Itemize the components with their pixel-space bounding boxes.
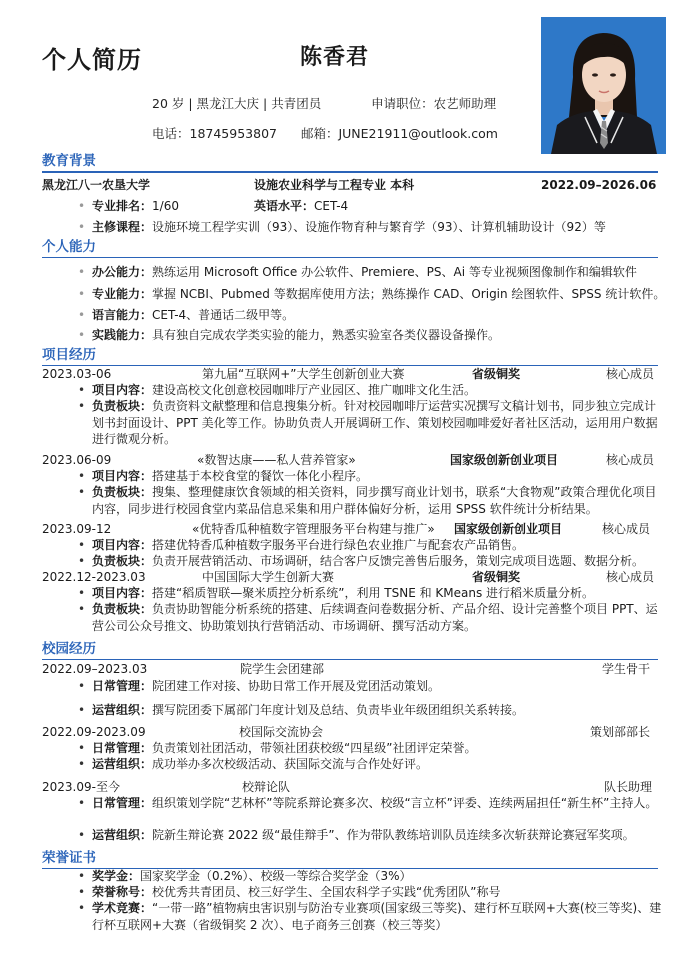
skill-item bbox=[78, 307, 672, 324]
duty-label: 负责板块： bbox=[92, 602, 153, 616]
bullet-icon: • bbox=[78, 554, 86, 568]
campus-line-text: 院新生辩论赛 2022 级“最佳辩手”、作为带队教练培训队员连续多次斩获辩论赛冠军奖项。 bbox=[152, 828, 635, 842]
campus-title: 校园经历 bbox=[42, 641, 96, 657]
honor-label: 荣誉称号： bbox=[92, 885, 153, 899]
campus-line-label: 运营组织： bbox=[92, 757, 153, 771]
project-name: «数智达康——私人营养管家» bbox=[197, 453, 356, 467]
campus-org: 校辩论队 bbox=[242, 780, 291, 794]
bullet-icon: • bbox=[78, 383, 86, 397]
bullet-icon: • bbox=[78, 703, 86, 717]
project-award: 国家级创新创业项目 bbox=[454, 522, 563, 536]
campus-date: 2022.09–2023.03 bbox=[42, 662, 148, 676]
bullet-icon: • bbox=[78, 586, 86, 600]
skill-label: 专业能力： bbox=[92, 287, 153, 301]
rank-item bbox=[78, 198, 652, 215]
skill-item bbox=[78, 327, 672, 344]
skill-text: CET-4、普通话二级甲等。 bbox=[152, 308, 295, 322]
duty-label: 负责板块： bbox=[92, 485, 153, 499]
project-content bbox=[78, 382, 662, 399]
duty-text: 负责协助智能分析系统的搭建、后续调查问卷数据分析、产品介绍、设计完善整个项目 PPT、运营公司公众号推文、协助策划执行营销活动、市场调研、撰写活动方案。 bbox=[92, 602, 658, 633]
campus-section bbox=[42, 640, 658, 660]
education-title: 教育背景 bbox=[42, 153, 96, 169]
education-section bbox=[42, 152, 658, 173]
bullet-icon: • bbox=[78, 287, 86, 301]
honors-section bbox=[42, 849, 658, 869]
basic-info bbox=[152, 94, 496, 112]
skill-label: 办公能力： bbox=[92, 265, 153, 279]
project-award: 省级铜奖 bbox=[472, 367, 521, 381]
project-content bbox=[78, 585, 662, 602]
project-duty bbox=[78, 484, 662, 517]
project-name: 中国国际大学生创新大赛 bbox=[202, 570, 335, 584]
bullet-icon: • bbox=[78, 679, 86, 693]
project-name: 第九届“互联网+”大学生创新创业大赛 bbox=[202, 367, 405, 381]
skill-text: 掌握 NCBI、Pubmed 等数据库使用方法；熟练操作 CAD、Origin 绘图软件、SPSS 统计软件。 bbox=[152, 287, 666, 301]
campus-line bbox=[78, 740, 662, 757]
school-name: 黑龙江八一农垦大学 bbox=[42, 178, 151, 192]
bullet-icon: • bbox=[78, 199, 86, 213]
campus-role: 策划部部长 bbox=[590, 725, 651, 739]
bullet-icon: • bbox=[78, 869, 86, 883]
campus-line-label: 日常管理： bbox=[92, 679, 153, 693]
skill-item bbox=[78, 286, 672, 303]
contact-info bbox=[152, 124, 498, 142]
rank-label: 专业排名： bbox=[92, 199, 153, 213]
honor-label: 奖学金： bbox=[92, 869, 141, 883]
honor-item bbox=[78, 868, 662, 885]
content-label: 项目内容： bbox=[92, 538, 153, 552]
project-name: «优特香瓜种植数字管理服务平台构建与推广» bbox=[192, 522, 435, 536]
education-period: 2022.09–2026.06 bbox=[541, 178, 657, 192]
project-duty bbox=[78, 601, 662, 634]
campus-line bbox=[78, 678, 662, 695]
campus-org: 院学生会团建部 bbox=[240, 662, 325, 676]
campus-line-text: 负责策划社团活动，带领社团获校级“四星级”社团评定荣誉。 bbox=[152, 741, 477, 755]
campus-line bbox=[78, 795, 662, 812]
bullet-icon: • bbox=[78, 220, 86, 234]
duty-text: 负责资料文献整理和信息搜集分析。针对校园咖啡厅运营实况撰写文稿计划书，同步独立完成计划书封面设计、PPT 美化等工作。协助负责人开展调研工作、策划校园咖啡爱好者社区活动，运用用户数据进行微观分析。 bbox=[92, 399, 658, 446]
bullet-icon: • bbox=[78, 469, 86, 483]
skills-section bbox=[42, 238, 658, 258]
project-date: 2023.06-09 bbox=[42, 453, 112, 467]
email-text: 邮箱：JUNE21911@outlook.com bbox=[300, 126, 498, 141]
skill-item bbox=[78, 264, 672, 281]
bullet-icon: • bbox=[78, 602, 86, 616]
bullet-icon: • bbox=[78, 538, 86, 552]
campus-line-text: 成功举办多次校级活动、获国际交流与合作处好评。 bbox=[152, 757, 429, 771]
skill-label: 语言能力： bbox=[92, 308, 153, 322]
courses-value: 设施环境工程学实训（93）、设施作物育种与繁育学（93）、计算机辅助设计（92）等 bbox=[152, 220, 606, 234]
bullet-icon: • bbox=[78, 741, 86, 755]
section-divider bbox=[42, 257, 658, 258]
candidate-name: 陈香君 bbox=[300, 45, 370, 70]
project-content bbox=[78, 537, 662, 554]
rank-value: 1/60 bbox=[152, 199, 179, 213]
project-role: 核心成员 bbox=[602, 522, 651, 536]
project-content bbox=[78, 468, 662, 485]
campus-line-text: 院团建工作对接、协助日常工作开展及党团活动策划。 bbox=[152, 679, 441, 693]
skill-text: 具有独自完成农学类实验的能力，熟悉实验室各类仪器设备操作。 bbox=[152, 328, 501, 342]
campus-line bbox=[78, 702, 662, 719]
campus-line-text: 组织策划学院“艺林杯”等院系辩论赛多次、校级“言立杯”评委、连续两届担任“新生杯”主持人。 bbox=[152, 796, 658, 810]
applying-position: 申请职位：农艺师助理 bbox=[371, 96, 497, 111]
duty-label: 负责板块： bbox=[92, 399, 153, 413]
courses-item bbox=[78, 219, 662, 236]
duty-text: 负责开展营销活动、市场调研，结合客户反馈完善售后服务，策划完成项目选题、数据分析。 bbox=[152, 554, 645, 568]
major-name: 设施农业科学与工程专业 本科 bbox=[254, 178, 415, 192]
bullet-icon: • bbox=[78, 885, 86, 899]
bullet-icon: • bbox=[78, 399, 86, 413]
project-date: 2023.09-12 bbox=[42, 522, 112, 536]
project-role: 核心成员 bbox=[606, 570, 655, 584]
bullet-icon: • bbox=[78, 265, 86, 279]
phone-text: 电话：18745953807 bbox=[152, 126, 277, 141]
project-duty bbox=[78, 553, 662, 570]
profile-photo bbox=[541, 17, 666, 154]
content-label: 项目内容： bbox=[92, 469, 153, 483]
bullet-icon: • bbox=[78, 308, 86, 322]
section-divider bbox=[42, 659, 658, 660]
honors-title: 荣誉证书 bbox=[42, 850, 96, 866]
campus-role: 队长助理 bbox=[604, 780, 653, 794]
content-text: 搭建优特香瓜种植数字服务平台进行绿色农业推广与配套农产品销售。 bbox=[152, 538, 525, 552]
campus-line-label: 运营组织： bbox=[92, 828, 153, 842]
projects-title: 项目经历 bbox=[42, 347, 96, 363]
english-value: CET-4 bbox=[314, 199, 349, 213]
project-award: 省级铜奖 bbox=[472, 570, 521, 584]
project-duty bbox=[78, 398, 662, 448]
campus-date: 2023.09-至今 bbox=[42, 780, 120, 794]
skill-text: 熟练运用 Microsoft Office 办公软件、Premiere、PS、Ai 等专业视频图像制作和编辑软件 bbox=[152, 265, 637, 279]
courses-label: 主修课程： bbox=[92, 220, 153, 234]
duty-label: 负责板块： bbox=[92, 554, 153, 568]
campus-line-label: 日常管理： bbox=[92, 796, 153, 810]
resume-title: 个人简历 bbox=[42, 46, 142, 74]
project-date: 2023.03-06 bbox=[42, 367, 112, 381]
honor-item bbox=[78, 884, 662, 901]
honor-item bbox=[78, 900, 662, 933]
section-divider bbox=[42, 171, 658, 173]
content-text: 搭建基于本校食堂的餐饮一体化小程序。 bbox=[152, 469, 369, 483]
projects-section bbox=[42, 346, 658, 366]
project-date: 2022.12-2023.03 bbox=[42, 570, 146, 584]
project-role: 核心成员 bbox=[606, 453, 655, 467]
campus-date: 2022.09-2023.09 bbox=[42, 725, 146, 739]
skill-label: 实践能力： bbox=[92, 328, 153, 342]
bullet-icon: • bbox=[78, 901, 86, 915]
content-text: 建设高校文化创意校园咖啡厅产业园区、推广咖啡文化生活。 bbox=[152, 383, 477, 397]
honor-text: “一带一路”植物病虫害识别与防治专业赛项(国家级三等奖)、建行杯互联网+大赛(校三等奖)、建行杯互联网+大赛（省级铜奖 2 次）、电子商务三创赛（校三等奖） bbox=[92, 901, 662, 932]
duty-text: 搜集、整理健康饮食领域的相关资料，同步撰写商业计划书，联系“大食物观”政策合理优化项目内容，同步进行校园食堂内菜品信息采集和用户群体偏好分析，运用 SPSS 软件统计分析结果。 bbox=[92, 485, 657, 516]
campus-org: 校国际交流协会 bbox=[239, 725, 324, 739]
campus-line-label: 日常管理： bbox=[92, 741, 153, 755]
honor-text: 校优秀共青团员、校三好学生、全国农科学子实践“优秀团队”称号 bbox=[152, 885, 501, 899]
bullet-icon: • bbox=[78, 485, 86, 499]
campus-line-text: 撰写院团委下属部门年度计划及总结、负责毕业年级团组织关系转接。 bbox=[152, 703, 525, 717]
portrait-image bbox=[541, 17, 666, 154]
english-label: 英语水平： bbox=[254, 199, 315, 213]
campus-line bbox=[78, 756, 662, 773]
basic-info-text: 20 岁 | 黑龙江大庆 | 共青团员 bbox=[152, 96, 322, 111]
honor-text: 国家奖学金（0.2%）、校级一等综合奖学金（3%） bbox=[140, 869, 412, 883]
bullet-icon: • bbox=[78, 757, 86, 771]
campus-role: 学生骨干 bbox=[602, 662, 651, 676]
bullet-icon: • bbox=[78, 828, 86, 842]
project-award: 国家级创新创业项目 bbox=[450, 453, 559, 467]
campus-line bbox=[78, 827, 662, 844]
honor-label: 学术竞赛： bbox=[92, 901, 153, 915]
bullet-icon: • bbox=[78, 328, 86, 342]
project-role: 核心成员 bbox=[606, 367, 655, 381]
bullet-icon: • bbox=[78, 796, 86, 810]
content-text: 搭建“稻质智联—聚米质控分析系统”，利用 TSNE 和 KMeans 进行稻米质量分析。 bbox=[152, 586, 595, 600]
campus-line-label: 运营组织： bbox=[92, 703, 153, 717]
content-label: 项目内容： bbox=[92, 586, 153, 600]
content-label: 项目内容： bbox=[92, 383, 153, 397]
skills-title: 个人能力 bbox=[42, 239, 96, 255]
